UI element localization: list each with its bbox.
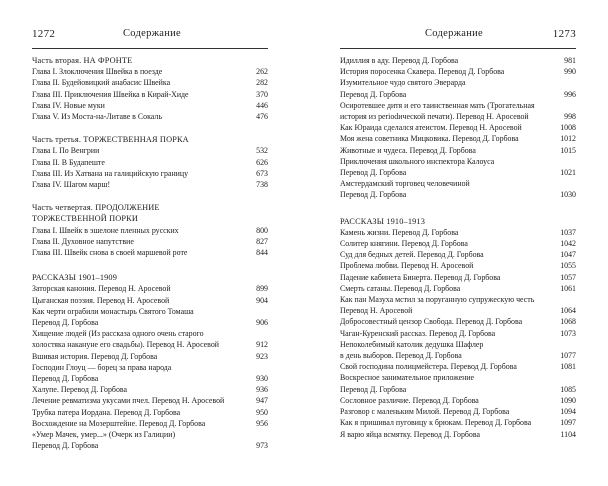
toc-entry-page: 904 [256, 295, 268, 305]
toc-entry-title: история из periodической печати). Перевод Н. Аросевой [340, 112, 529, 122]
running-head-right: Содержание [424, 28, 484, 39]
toc-entry [340, 272, 576, 283]
toc-entry-title: Амстердамский торговец человечиной [340, 179, 470, 189]
toc-entry [32, 418, 268, 429]
toc-entry-page: 262 [256, 67, 268, 77]
toc-entry-page: 981 [564, 56, 576, 65]
toc-entry [32, 306, 268, 317]
toc-entry [32, 77, 268, 88]
toc-entry-page: 899 [256, 284, 268, 294]
stories-1901-title: РАССКАЗЫ 1901–1909 [32, 273, 118, 283]
toc-entry-title: Воскресное занимательное приложение [340, 373, 475, 383]
toc-entry [32, 283, 268, 294]
toc-entry [32, 317, 268, 328]
toc-entry [340, 238, 576, 249]
toc-entry-title: Цыганская поэзия. Перевод Н. Аросевой [32, 295, 170, 305]
toc-entry [32, 440, 268, 451]
toc-entry [32, 236, 268, 247]
toc-entry [32, 328, 268, 339]
toc-entry-title: Перевод Д. Горбова [340, 89, 407, 99]
toc-entry [340, 145, 576, 156]
toc-entry-page: 738 [256, 180, 268, 190]
toc-entry [340, 328, 576, 339]
toc-entry [340, 89, 576, 100]
toc-entry-title: История поросенка Скавера. Перевод Д. Горбова [340, 67, 505, 77]
toc-entry-title: Перевод Н. Аросевой [340, 306, 413, 316]
toc-entry-title: Перевод Д. Горбова [340, 168, 407, 178]
toc-entry [32, 225, 268, 236]
toc-entry [32, 89, 268, 100]
toc-entry-title: Камень жизни. Перевод Д. Горбова [340, 227, 459, 237]
toc-entry [340, 283, 576, 294]
stories-1901-list [32, 283, 268, 451]
toc-entry-title: Идиллия в аду. Перевод Д. Горбова [340, 56, 459, 65]
running-head-left: Содержание [122, 28, 182, 39]
toc-entry-title: Добросовестный цензор Свобода. Перевод Д. Горбова [340, 317, 523, 327]
toc-entry-title: Перевод Д. Горбова [340, 384, 407, 394]
toc-entry [32, 66, 268, 77]
toc-entry [32, 100, 268, 111]
toc-entry [340, 350, 576, 361]
toc-entry-page: 800 [256, 225, 268, 235]
toc-entry [340, 260, 576, 271]
toc-entry-page: 1008 [560, 123, 576, 133]
toc-entry-page: 626 [256, 157, 268, 167]
toc-entry-title: Свой господина полицмейстера. Перевод Д. Горбова [340, 362, 517, 372]
toc-entry [340, 384, 576, 395]
part2-title: Часть вторая. НА ФРОНТЕ [32, 56, 133, 65]
toc-entry-page: 1077 [560, 351, 576, 361]
toc-entry-page: 1037 [560, 227, 576, 237]
toc-entry-title: Лечение ревматизма укусами пчел. Перевод Н. Аросевой [32, 396, 225, 406]
toc-entry-title: Глава III. Из Хатвана на галицийскую границу [32, 168, 189, 178]
toc-entry-title: Моя жена советника Мицковика. Перевод Д. Горбова [340, 134, 519, 144]
toc-entry [32, 111, 268, 122]
toc-entry [340, 227, 576, 238]
part4-list [32, 225, 268, 259]
toc-entry-page: 1057 [560, 272, 576, 282]
toc-entry-title: Как Юраида сделался атеистом. Перевод Н. Аросевой [340, 123, 522, 133]
toc-entry-page: 844 [256, 248, 268, 258]
toc-entry-page: 1064 [560, 306, 576, 316]
toc-entry-title: Перевод Д. Горбова [32, 318, 99, 328]
toc-entry-page: 370 [256, 89, 268, 99]
toc-entry [32, 247, 268, 258]
toc-entry [340, 189, 576, 200]
toc-entry [340, 77, 576, 88]
part4-title-line2: ТОРЖЕСТВЕННОЙ ПОРКИ [32, 214, 138, 224]
toc-entry [340, 122, 576, 133]
toc-entry-page: 912 [256, 340, 268, 350]
toc-entry [32, 395, 268, 406]
toc-entry-page: 1042 [560, 239, 576, 249]
toc-entry-title: Разговор с маленьким Милой. Перевод Д. Горбова [340, 407, 510, 417]
header-rule-left [32, 48, 268, 49]
toc-entry-page: 476 [256, 112, 268, 122]
toc-entry [340, 156, 576, 167]
toc-entry [32, 295, 268, 306]
toc-entry-title: Я варю яйца всмятку. Перевод Д. Горбова [340, 429, 480, 439]
toc-entry-page: 446 [256, 100, 268, 110]
toc-entry [32, 339, 268, 350]
toc-entry [340, 294, 576, 305]
left-toc-column [32, 55, 268, 452]
toc-entry-page: 1061 [560, 283, 576, 293]
toc-entry-title: Как черти ограбили монастырь Святого Томаша [32, 306, 194, 316]
toc-entry-page: 1015 [560, 145, 576, 155]
toc-entry-title: в день выборов. Перевод Д. Горбова [340, 351, 462, 361]
toc-entry-page: 1085 [560, 384, 576, 394]
toc-entry [340, 133, 576, 144]
toc-entry-title: Восхождение на Мозерштейне. Перевод Д. Горбова [32, 418, 206, 428]
toc-entry-title: Перевод Д. Горбова [340, 190, 407, 200]
toc-entry-page: 1081 [560, 362, 576, 372]
toc-entry-page: 1097 [560, 418, 576, 428]
toc-entry [340, 111, 576, 122]
toc-entry-page: 990 [564, 67, 576, 77]
toc-entry-page: 950 [256, 407, 268, 417]
toc-entry-title: Как я пришивал пуговицу к брюкам. Перевод Д. Горбова [340, 418, 532, 428]
part3-list [32, 145, 268, 190]
toc-entry-title: Глава I. Злоключения Швейка в поезде [32, 67, 163, 77]
part3-title: Часть третья. ТОРЖЕСТВЕННАЯ ПОРКА [32, 135, 189, 145]
toc-entry-title: Вшивая история. Перевод Д. Горбова [32, 351, 158, 361]
toc-entry [340, 178, 576, 189]
toc-entry-title: Суд для бедных детей. Перевод Д. Горбова [340, 250, 484, 260]
toc-entry [340, 372, 576, 383]
toc-entry-title: Смерть сатаны. Перевод Д. Горбова [340, 283, 461, 293]
toc-entry-title: Глава III. Приключения Швейка в Кирай-Хиде [32, 89, 189, 99]
toc-entry-title: Господин Глоуц — борец за права народа [32, 362, 172, 372]
toc-entry [340, 339, 576, 350]
toc-entry-title: Непоколебимый католик дедушка Шафлер [340, 339, 484, 349]
toc-entry-page: 956 [256, 418, 268, 428]
toc-entry [340, 66, 576, 77]
toc-entry [340, 316, 576, 327]
toc-entry-title: Глава II. Духовное напутствие [32, 236, 134, 246]
toc-entry-title: Глава IV. Шагом марш! [32, 180, 111, 190]
toc-entry-page: 996 [564, 89, 576, 99]
toc-entry-page: 1068 [560, 317, 576, 327]
right-top-list [340, 55, 576, 201]
toc-entry-title: Проблема любви. Перевод Н. Аросевой [340, 261, 474, 271]
toc-entry-page: 282 [256, 78, 268, 88]
toc-entry [340, 417, 576, 428]
toc-entry [32, 429, 268, 440]
right-page [304, 0, 608, 486]
toc-entry-page: 906 [256, 318, 268, 328]
toc-entry-title: Хищение людей (Из рассказа одного очень старого [32, 329, 204, 339]
toc-entry [32, 157, 268, 168]
toc-entry [32, 145, 268, 156]
page-number-right: 1273 [552, 28, 576, 40]
toc-entry [32, 168, 268, 179]
part2-list [32, 66, 268, 122]
toc-entry-page: 930 [256, 374, 268, 384]
toc-entry [340, 305, 576, 316]
toc-entry-title: Как пан Мазуха мстил за поруганную супружескую честь [340, 295, 535, 305]
toc-entry-title: Солитер княгини. Перевод Д. Горбова [340, 239, 468, 249]
toc-entry-page: 1047 [560, 250, 576, 260]
toc-entry [340, 100, 576, 111]
page-number-left: 1272 [32, 28, 56, 40]
toc-entry [32, 373, 268, 384]
toc-entry-title: Глава V. Из Моста-на-Литаве в Сокаль [32, 112, 162, 122]
right-bottom-list [340, 227, 576, 440]
toc-entry-title: Глава I. Швейк в эшелоне пленных русских [32, 225, 179, 235]
toc-entry-page: 532 [256, 146, 268, 156]
toc-entry-page: 827 [256, 236, 268, 246]
toc-entry [32, 351, 268, 362]
toc-entry-page: 673 [256, 168, 268, 178]
toc-entry-title: Перевод Д. Горбова [32, 441, 99, 451]
toc-entry-title: Животные и чудеса. Перевод Д. Горбова [340, 145, 476, 155]
toc-entry-title: Приключения школьного инспектора Калоуса [340, 156, 495, 166]
toc-entry [32, 384, 268, 395]
toc-entry-page: 1073 [560, 328, 576, 338]
stories-1910-title: РАССКАЗЫ 1910–1913 [340, 216, 426, 226]
toc-entry-title: Глава II. В Будапеште [32, 157, 105, 167]
toc-entry-title: Заторская канония. Перевод Н. Аросевой [32, 284, 171, 294]
toc-entry-page: 1055 [560, 261, 576, 271]
toc-entry-title: Глава III. Швейк снова в своей маршевой роте [32, 248, 188, 258]
part4-title-line1: Часть четвертая. ПРОДОЛЖЕНИЕ [32, 203, 160, 213]
toc-entry [32, 362, 268, 373]
toc-entry-page: 1012 [560, 134, 576, 144]
toc-entry-title: Глава I. По Венгрии [32, 146, 100, 156]
toc-entry-title: Халупе. Перевод Д. Горбова [32, 385, 128, 395]
toc-entry-title: Перевод Д. Горбова [32, 374, 99, 384]
toc-entry [32, 179, 268, 190]
toc-entry-title: Трубка патера Иордана. Перевод Д. Горбова [32, 407, 181, 417]
toc-entry-page: 1090 [560, 395, 576, 405]
toc-entry [340, 429, 576, 440]
toc-entry-title: Изумительное чудо святого Эверарда [340, 78, 466, 88]
toc-entry-page: 1021 [560, 168, 576, 178]
toc-entry [32, 407, 268, 418]
toc-entry-title: Чаган-Куренский рассказ. Перевод Д. Горбова [340, 328, 496, 338]
header-rule-right [340, 48, 576, 49]
toc-entry-title: Глава II. Будейовицкий анабасис Швейка [32, 78, 171, 88]
toc-entry [340, 361, 576, 372]
toc-entry-page: 923 [256, 351, 268, 361]
toc-entry-title: «Умер Мачек, умер...» (Очерк из Галиции) [32, 430, 176, 440]
toc-entry-page: 1030 [560, 190, 576, 200]
toc-entry-page: 947 [256, 396, 268, 406]
toc-entry [340, 167, 576, 178]
toc-entry [340, 395, 576, 406]
toc-entry-page: 1104 [560, 429, 576, 439]
toc-entry-title: Сословное различие. Перевод Д. Горбова [340, 395, 479, 405]
toc-entry-title: Падение кабинета Бинерта. Перевод Д. Горбова [340, 272, 501, 282]
toc-entry-page: 973 [256, 441, 268, 451]
toc-entry-page: 936 [256, 385, 268, 395]
toc-entry-page: 1094 [560, 407, 576, 417]
toc-entry [340, 249, 576, 260]
toc-entry [340, 406, 576, 417]
right-toc-column [340, 55, 576, 440]
toc-entry-title: холостяка накануне его свадьбы). Перевод Н. Аросевой [32, 340, 220, 350]
toc-entry-title: Глава IV. Новые муки [32, 100, 105, 110]
toc-entry-title: Осиротевшее дитя и его таинственная мать (Трогательная [340, 100, 535, 110]
toc-entry-page: 998 [564, 112, 576, 122]
toc-entry [340, 55, 576, 66]
